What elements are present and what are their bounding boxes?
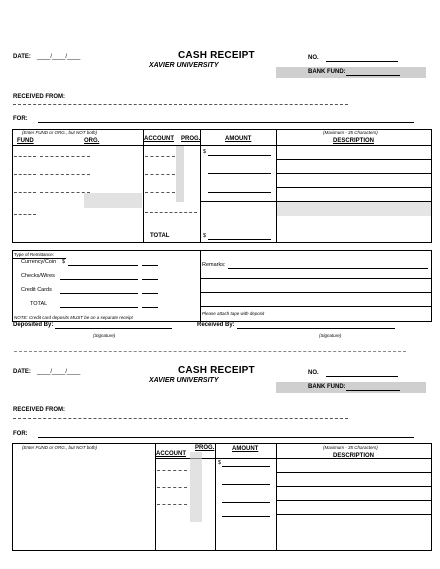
dollar-sign: $ bbox=[203, 149, 207, 155]
description-row bbox=[276, 514, 432, 515]
remarks-line bbox=[200, 278, 432, 279]
account-row-3[interactable] bbox=[145, 192, 175, 193]
total2-label: TOTAL bbox=[30, 301, 48, 307]
no-label: NO. bbox=[308, 55, 319, 61]
dollar-sign-total: $ bbox=[203, 233, 207, 239]
max-chars-note: (Maximum - 35 Characters) bbox=[323, 130, 378, 135]
amount-row-4[interactable] bbox=[222, 516, 270, 517]
enter-fund-note: (Enter FUND or ORG., but NOT both) bbox=[22, 130, 98, 135]
table-divider bbox=[215, 443, 216, 551]
enter-fund-note: (Enter FUND or ORG., but NOT both) bbox=[22, 445, 98, 450]
amount-row-1[interactable] bbox=[222, 466, 270, 467]
checks-wires-cents[interactable] bbox=[142, 279, 158, 280]
received-by-field[interactable] bbox=[237, 328, 395, 329]
prog-column-shade bbox=[190, 452, 202, 522]
remittance-divider bbox=[200, 250, 201, 322]
table-divider bbox=[12, 145, 144, 146]
attach-tape-note: Please attach tape with deposit bbox=[202, 311, 265, 316]
remittance-total-cents[interactable] bbox=[142, 307, 158, 308]
date-field[interactable]: ____/____/____ bbox=[37, 54, 81, 60]
dollar-sign-currency: $ bbox=[62, 259, 66, 265]
description-row bbox=[276, 173, 432, 174]
account-row-3[interactable] bbox=[157, 504, 187, 505]
currency-coin-field[interactable] bbox=[68, 265, 138, 266]
fund-row-3[interactable] bbox=[14, 192, 36, 193]
for-label: FOR: bbox=[13, 116, 28, 122]
table-divider bbox=[276, 443, 277, 551]
received-from-label: RECEIVED FROM: bbox=[13, 94, 66, 100]
prog-header: PROG. bbox=[181, 136, 201, 142]
description-row bbox=[276, 472, 432, 473]
total-label: TOTAL bbox=[150, 233, 170, 239]
signature-caption: (Signature) bbox=[93, 333, 116, 338]
description-row bbox=[276, 187, 432, 188]
amount-row-2[interactable] bbox=[222, 484, 270, 485]
bank-fund-field[interactable] bbox=[346, 390, 400, 391]
amount-row-1[interactable] bbox=[208, 155, 271, 156]
table-divider bbox=[276, 129, 277, 243]
org-row-2[interactable] bbox=[40, 174, 90, 175]
table-divider bbox=[143, 129, 144, 243]
table-divider bbox=[200, 145, 276, 146]
max-chars-note: (Maximum - 35 Characters) bbox=[323, 445, 378, 450]
university-name: XAVIER UNIVERSITY bbox=[149, 62, 219, 69]
total-amount-field[interactable] bbox=[208, 239, 271, 240]
amount-header: AMOUNT bbox=[225, 136, 252, 142]
bank-fund-shade bbox=[276, 382, 426, 393]
no-label: NO. bbox=[308, 370, 319, 376]
signature-caption: (Signature) bbox=[319, 333, 342, 338]
table-divider bbox=[143, 145, 201, 146]
bank-fund-field[interactable] bbox=[346, 75, 400, 76]
description-row bbox=[276, 500, 432, 501]
bank-fund-label: BANK FUND: bbox=[308, 69, 346, 75]
receipt-title: CASH RECEIPT bbox=[178, 50, 255, 61]
receipt-title: CASH RECEIPT bbox=[178, 365, 255, 376]
table-divider bbox=[200, 201, 276, 202]
deposited-by-label: Deposited By: bbox=[13, 322, 54, 328]
remarks-field-1[interactable] bbox=[228, 268, 428, 269]
credit-cards-cents[interactable] bbox=[142, 293, 158, 294]
receipt-number-field[interactable] bbox=[326, 376, 398, 377]
description-header: DESCRIPTION bbox=[333, 453, 375, 459]
org-row-1[interactable] bbox=[40, 156, 90, 157]
received-by-label: Received By: bbox=[197, 322, 235, 328]
type-remittance-label: Type of Remittance: bbox=[14, 252, 55, 257]
table-divider bbox=[155, 443, 156, 551]
org-header: ORG. bbox=[84, 138, 100, 144]
received-from-field[interactable] bbox=[13, 104, 348, 105]
fund-row-4[interactable] bbox=[14, 214, 36, 215]
credit-cards-label: Credit Cards bbox=[21, 287, 52, 293]
for-field[interactable] bbox=[38, 122, 414, 123]
org-column-shade bbox=[84, 193, 142, 208]
description-row bbox=[276, 159, 432, 160]
amount-header: AMOUNT bbox=[232, 446, 259, 452]
account-row-2[interactable] bbox=[157, 487, 187, 488]
for-label: FOR: bbox=[13, 431, 28, 437]
amount-row-3[interactable] bbox=[208, 192, 271, 193]
line-items-table bbox=[12, 443, 432, 551]
checks-wires-field[interactable] bbox=[60, 279, 138, 280]
amount-row-2[interactable] bbox=[208, 173, 271, 174]
dollar-sign: $ bbox=[218, 460, 222, 466]
remittance-total-field[interactable] bbox=[60, 307, 138, 308]
credit-cards-field[interactable] bbox=[60, 293, 138, 294]
university-name: XAVIER UNIVERSITY bbox=[149, 377, 219, 384]
received-from-field[interactable] bbox=[13, 418, 348, 419]
for-field[interactable] bbox=[38, 437, 414, 438]
currency-coin-cents[interactable] bbox=[142, 265, 158, 266]
cut-line bbox=[14, 351, 406, 352]
credit-card-note: NOTE: Credit card deposits MUST be on a separate receipt bbox=[14, 315, 133, 320]
table-divider bbox=[276, 145, 432, 146]
org-row-3[interactable] bbox=[40, 192, 90, 193]
amount-row-3[interactable] bbox=[222, 502, 270, 503]
currency-coin-label: Currency/Coin bbox=[21, 259, 57, 265]
account-header: ACCOUNT bbox=[144, 136, 174, 142]
fund-row-2[interactable] bbox=[14, 174, 36, 175]
line-items-table bbox=[12, 129, 432, 243]
account-row-1[interactable] bbox=[145, 156, 175, 157]
fund-header: FUND bbox=[17, 138, 34, 144]
account-row-1[interactable] bbox=[157, 470, 187, 471]
prog-column-shade bbox=[176, 146, 184, 202]
date-label: DATE: bbox=[13, 54, 31, 60]
bank-fund-label: BANK FUND: bbox=[308, 384, 346, 390]
remarks-line bbox=[200, 292, 432, 293]
bank-fund-shade bbox=[276, 67, 426, 78]
description-shade bbox=[277, 202, 431, 216]
checks-wires-label: Checks/Wires bbox=[21, 273, 55, 279]
date-label: DATE: bbox=[13, 369, 31, 375]
prog-header: PROG. bbox=[195, 445, 215, 451]
account-row-4[interactable] bbox=[145, 212, 197, 213]
description-header: DESCRIPTION bbox=[333, 138, 375, 144]
remarks-line bbox=[200, 306, 432, 307]
account-header: ACCOUNT bbox=[156, 451, 186, 457]
table-divider bbox=[200, 129, 201, 243]
date-field[interactable]: ____/____/____ bbox=[37, 369, 81, 375]
received-from-label: RECEIVED FROM: bbox=[13, 407, 66, 413]
receipt-number-field[interactable] bbox=[326, 61, 398, 62]
account-row-2[interactable] bbox=[145, 174, 175, 175]
deposited-by-field[interactable] bbox=[55, 328, 172, 329]
remarks-label: Remarks: bbox=[202, 262, 226, 268]
description-row bbox=[276, 486, 432, 487]
fund-row-1[interactable] bbox=[14, 156, 36, 157]
